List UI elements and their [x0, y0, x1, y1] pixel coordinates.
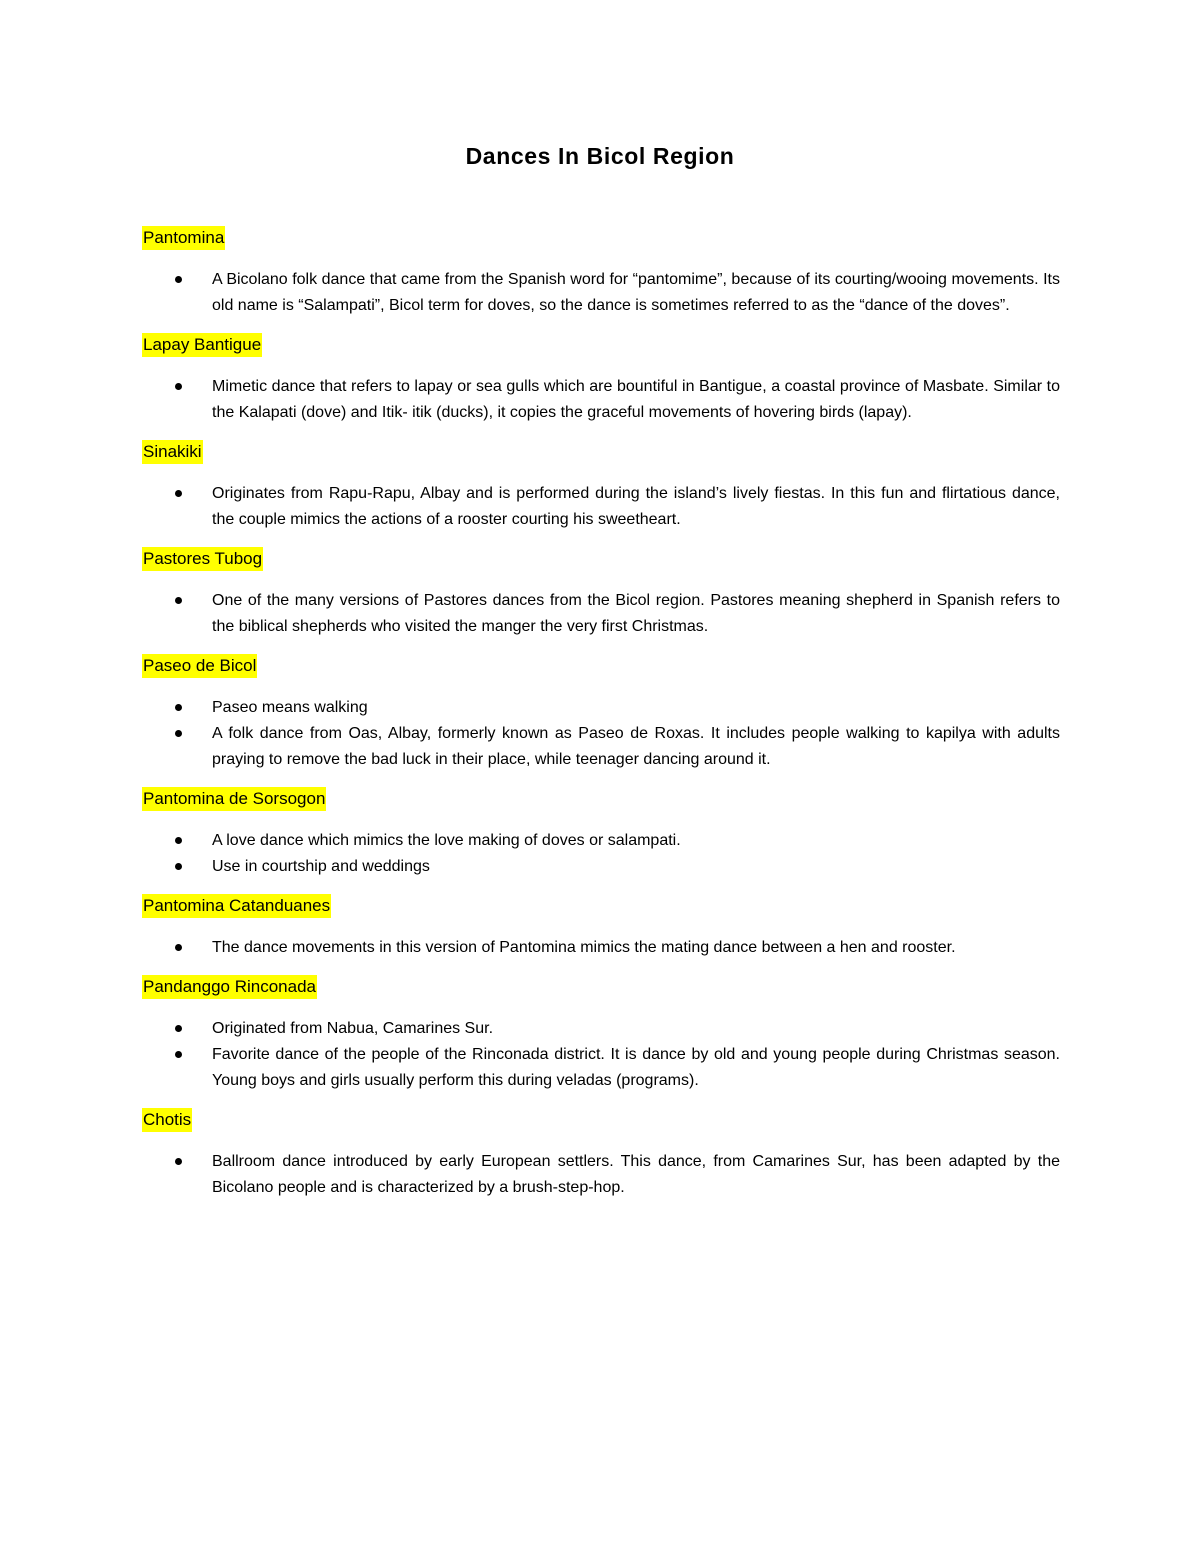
dance-section [142, 1108, 1060, 1201]
bullet-text: A Bicolano folk dance that came from the Spanish word for “pantomime”, because of its courting/wooing movements. Its old name is “Salampati”, Bicol term for doves, so the dance is sometimes referred to as the “dance of the doves”. [212, 271, 1060, 314]
bullet-list [142, 935, 1060, 961]
bullet-icon [175, 1025, 182, 1032]
list-item [142, 1149, 1060, 1201]
dance-heading: Pantomina Catanduanes [142, 894, 331, 918]
dance-section [142, 787, 1060, 880]
dance-section [142, 654, 1060, 773]
bullet-text: A love dance which mimics the love making of doves or salampati. [212, 832, 681, 849]
list-item [142, 721, 1060, 773]
list-item [142, 374, 1060, 426]
document-body [142, 226, 1060, 1215]
bullet-text: Use in courtship and weddings [212, 858, 430, 875]
bullet-text: A folk dance from Oas, Albay, formerly known as Paseo de Roxas. It includes people walking to kapilya with adults praying to remove the bad luck in their place, while teenager dancing around it. [212, 725, 1060, 768]
list-item [142, 588, 1060, 640]
bullet-text: The dance movements in this version of Pantomina mimics the mating dance between a hen and rooster. [212, 939, 956, 956]
bullet-icon [175, 704, 182, 711]
list-item [142, 695, 1060, 721]
bullet-icon [175, 730, 182, 737]
bullet-text: Paseo means walking [212, 699, 368, 716]
bullet-text: Ballroom dance introduced by early European settlers. This dance, from Camarines Sur, has been adapted by the Bicolano people and is characterized by a brush-step-hop. [212, 1153, 1060, 1196]
dance-heading: Paseo de Bicol [142, 654, 257, 678]
bullet-icon [175, 1158, 182, 1165]
dance-heading: Pantomina de Sorsogon [142, 787, 326, 811]
bullet-icon [175, 837, 182, 844]
list-item [142, 935, 1060, 961]
dance-heading: Pandanggo Rinconada [142, 975, 317, 999]
list-item [142, 481, 1060, 533]
bullet-text: Originated from Nabua, Camarines Sur. [212, 1020, 494, 1037]
bullet-list [142, 374, 1060, 426]
bullet-list [142, 695, 1060, 773]
dance-section [142, 226, 1060, 319]
dance-heading: Lapay Bantigue [142, 333, 262, 357]
bullet-text: One of the many versions of Pastores dances from the Bicol region. Pastores meaning shepherd in Spanish refers to the biblical shepherds who visited the manger the very first Christmas. [212, 592, 1060, 635]
list-item [142, 1016, 1060, 1042]
bullet-text: Favorite dance of the people of the Rinconada district. It is dance by old and young people during Christmas season. Young boys and girls usually perform this during veladas (programs). [212, 1046, 1060, 1089]
list-item [142, 1042, 1060, 1094]
dance-section [142, 440, 1060, 533]
bullet-list [142, 481, 1060, 533]
bullet-icon [175, 597, 182, 604]
list-item [142, 828, 1060, 854]
dance-heading: Pantomina [142, 226, 225, 250]
bullet-icon [175, 490, 182, 497]
document-title: Dances In Bicol Region [465, 143, 735, 169]
bullet-icon [175, 383, 182, 390]
bullet-list [142, 828, 1060, 880]
dance-section [142, 975, 1060, 1094]
bullet-list [142, 1149, 1060, 1201]
bullet-icon [175, 276, 182, 283]
bullet-list [142, 588, 1060, 640]
dance-heading: Chotis [142, 1108, 192, 1132]
dance-section [142, 894, 1060, 961]
bullet-icon [175, 863, 182, 870]
dance-heading: Sinakiki [142, 440, 203, 464]
bullet-text: Originates from Rapu-Rapu, Albay and is performed during the island’s lively fiestas. In this fun and flirtatious dance, the couple mimics the actions of a rooster courting his sweetheart. [212, 485, 1060, 528]
dance-section [142, 333, 1060, 426]
list-item [142, 267, 1060, 319]
bullet-list [142, 267, 1060, 319]
bullet-icon [175, 1051, 182, 1058]
bullet-list [142, 1016, 1060, 1094]
list-item [142, 854, 1060, 880]
dance-section [142, 547, 1060, 640]
dance-heading: Pastores Tubog [142, 547, 263, 571]
bullet-text: Mimetic dance that refers to lapay or sea gulls which are bountiful in Bantigue, a coastal province of Masbate. Similar to the Kalapati (dove) and Itik- itik (ducks), it copies the graceful movements of hovering birds (lapay). [212, 378, 1060, 421]
bullet-icon [175, 944, 182, 951]
